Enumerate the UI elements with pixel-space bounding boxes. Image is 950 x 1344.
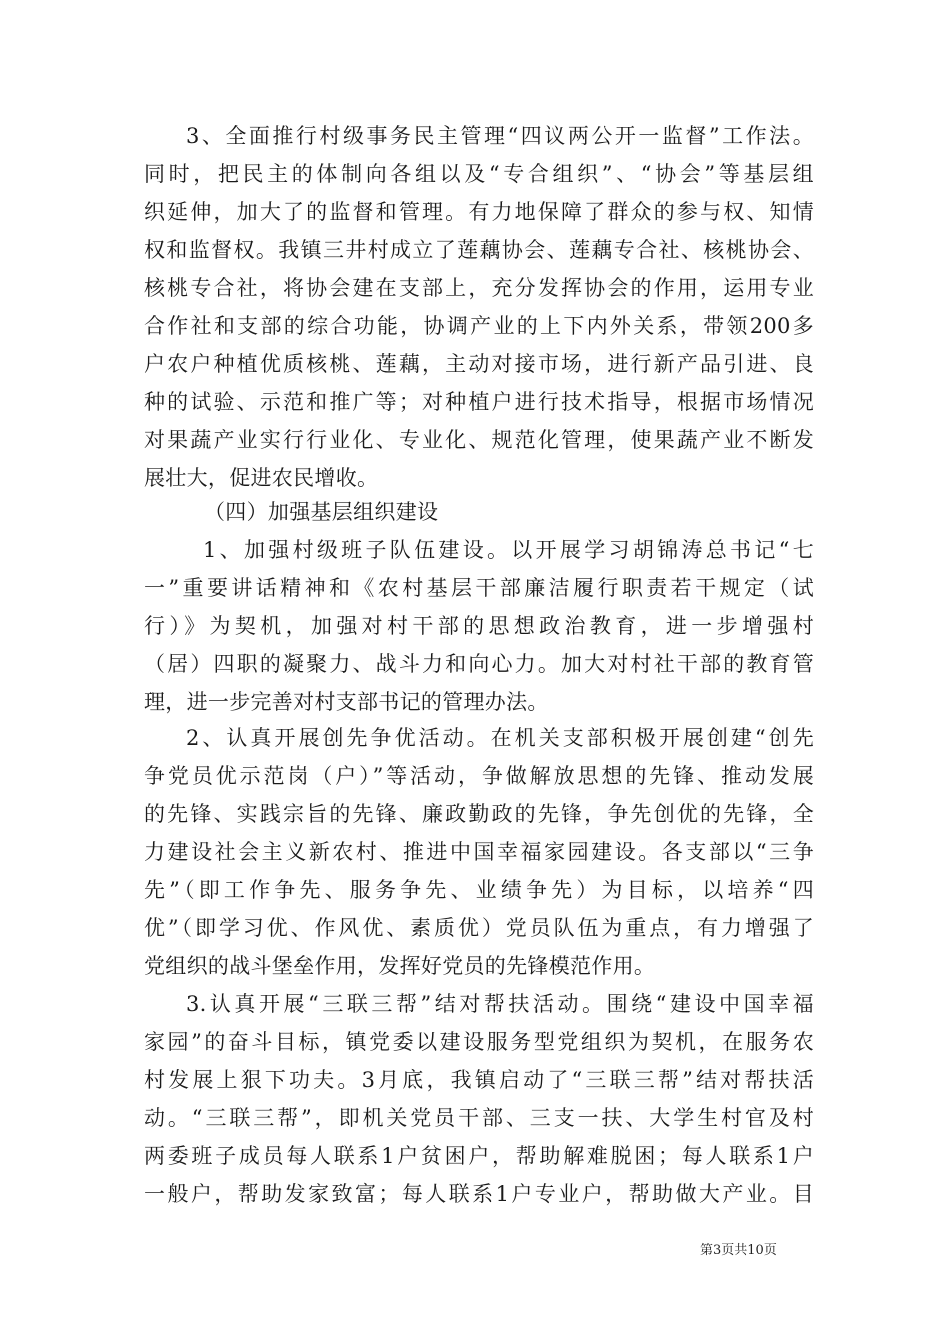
paragraph-line: 对果蔬产业实行行业化、专业化、规范化管理，使果蔬产业不断发: [144, 428, 814, 452]
paragraph-line: 理，进一步完善对村支部书记的管理办法。: [144, 690, 549, 714]
paragraph-line: 2、认真开展创先争优活动。在机关支部积极开展创建“创先: [186, 726, 814, 750]
paragraph-line: 户农户种植优质核桃、莲藕，主动对接市场，进行新产品引进、良: [144, 352, 814, 376]
paragraph-line: 家园”的奋斗目标，镇党委以建设服务型党组织为契机，在服务农: [144, 1030, 814, 1054]
paragraph-line: 同时，把民主的体制向各组以及“专合组织”、“协会”等基层组: [144, 162, 814, 186]
paragraph-line: 动。“三联三帮”，即机关党员干部、三支一扶、大学生村官及村: [144, 1106, 814, 1130]
paragraph-line: 织延伸，加大了的监督和管理。有力地保障了群众的参与权、知情: [144, 200, 814, 224]
paragraph-line: 种的试验、示范和推广等；对种植户进行技术指导，根据市场情况: [144, 390, 814, 414]
paragraph-line: 权和监督权。我镇三井村成立了莲藕协会、莲藕专合社、核桃协会、: [144, 238, 814, 262]
paragraph-line: 的先锋、实践宗旨的先锋、廉政勤政的先锋，争先创优的先锋，全: [144, 802, 814, 826]
paragraph-line: 一般户，帮助发家致富；每人联系1户专业户，帮助做大产业。目: [144, 1182, 814, 1206]
paragraph-line: 一”重要讲话精神和《农村基层干部廉洁履行职责若干规定（试: [144, 576, 814, 600]
page-number: 第3页共10页: [700, 1243, 777, 1258]
paragraph-line: 行）》为契机，加强对村干部的思想政治教育，进一步增强村: [144, 614, 814, 638]
section-heading: （四）加强基层组织建设: [204, 500, 439, 524]
paragraph-line: 党组织的战斗堡垒作用，发挥好党员的先锋模范作用。: [144, 954, 656, 978]
paragraph-line: 村发展上狠下功夫。3月底，我镇启动了“三联三帮”结对帮扶活: [144, 1068, 814, 1092]
paragraph-line: 3.认真开展“三联三帮”结对帮扶活动。围绕“建设中国幸福: [186, 992, 814, 1016]
paragraph-line: 先”（即工作争先、服务争先、业绩争先）为目标，以培养“四: [144, 878, 814, 902]
paragraph-line: 争党员优示范岗（户）”等活动，争做解放思想的先锋、推动发展: [144, 764, 814, 788]
paragraph-line: 合作社和支部的综合功能，协调产业的上下内外关系，带领200多: [144, 314, 814, 338]
paragraph-line: 3、全面推行村级事务民主管理“四议两公开一监督”工作法。: [186, 124, 814, 148]
paragraph-line: 力建设社会主义新农村、推进中国幸福家园建设。各支部以“三争: [144, 840, 814, 864]
paragraph-line: 1、加强村级班子队伍建设。以开展学习胡锦涛总书记“七: [203, 538, 814, 562]
paragraph-line: （居）四职的凝聚力、战斗力和向心力。加大对村社干部的教育管: [144, 652, 814, 676]
paragraph-line: 核桃专合社，将协会建在支部上，充分发挥协会的作用，运用专业: [144, 276, 814, 300]
paragraph-line: 展壮大，促进农民增收。: [144, 466, 379, 490]
paragraph-line: 优”（即学习优、作风优、素质优）党员队伍为重点，有力增强了: [144, 916, 814, 940]
paragraph-line: 两委班子成员每人联系1户贫困户，帮助解难脱困；每人联系1户: [144, 1144, 814, 1168]
